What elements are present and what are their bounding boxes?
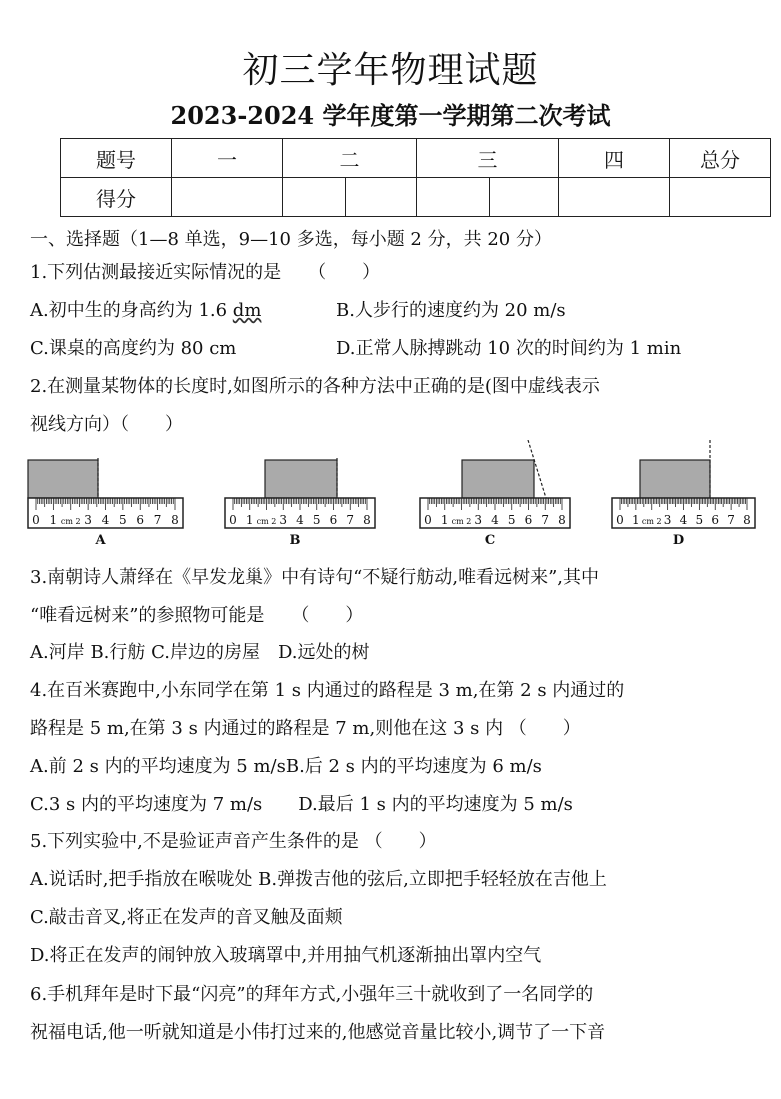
ruler-number: 3 <box>84 513 92 527</box>
question-3-options: A.河岸 B.行舫 C.岸边的房屋 D.远处的树 <box>30 642 370 663</box>
score-header-cell: 三 <box>417 139 559 178</box>
score-header-cell: 二 <box>283 139 417 178</box>
ruler-number: 6 <box>136 513 145 527</box>
measured-block <box>640 460 710 498</box>
ruler-number: 8 <box>558 513 566 527</box>
measured-block <box>265 460 337 498</box>
ruler-number: 0 <box>616 513 624 527</box>
score-header-cell: 题号 <box>61 139 172 178</box>
ruler-number: 3 <box>474 513 483 527</box>
question-1-option-c: C.课桌的高度约为 80 cm <box>30 338 237 359</box>
ruler-number: 6 <box>329 513 338 527</box>
score-input-cell[interactable] <box>559 178 670 217</box>
ruler-figure <box>0 440 781 548</box>
section-heading: 一、选择题（1—8 单选，9—10 多选，每小题 2 分，共 20 分） <box>30 229 552 250</box>
question-6-stem-cont: 祝福电话,他一听就知道是小伟打过来的,他感觉音量比较小,调节了一下音 <box>30 1022 606 1043</box>
question-1-option-d: D.正常人脉搏跳动 10 次的时间约为 1 min <box>336 338 682 359</box>
score-table-score-row <box>61 178 771 217</box>
ruler-number: cm 2 <box>256 517 277 526</box>
ruler-number: 7 <box>541 513 550 527</box>
ruler-number: 5 <box>695 513 704 527</box>
question-4-stem: 4.在百米赛跑中,小东同学在第 1 s 内通过的路程是 3 m,在第 2 s 内通过的 <box>30 680 625 701</box>
ruler-number: 8 <box>363 513 371 527</box>
question-6-stem: 6.手机拜年是时下最“闪亮”的拜年方式,小强年三十就收到了一名同学的 <box>30 984 594 1005</box>
ruler-number: 7 <box>153 513 162 527</box>
score-table-header-row <box>61 139 771 178</box>
question-1-option-a <box>30 296 261 322</box>
ruler-number: 1 <box>49 513 58 527</box>
question-2-stem-cont: 视线方向）（ ） <box>30 414 183 435</box>
question-3-stem-cont: “唯看远树来”的参照物可能是 （ ） <box>30 605 364 626</box>
question-4-options-ab: A.前 2 s 内的平均速度为 5 m/sB.后 2 s 内的平均速度为 6 m/s <box>30 756 542 777</box>
ruler-number: 4 <box>491 513 499 527</box>
ruler-number: 4 <box>679 513 688 527</box>
measured-block <box>462 460 534 498</box>
panel-label: C <box>484 533 496 548</box>
ruler-number: 5 <box>119 513 127 527</box>
score-input-cell[interactable] <box>670 178 771 217</box>
option-text: A.初中生的身高约为 1.6 <box>30 300 233 321</box>
question-5-option-c: C.敲击音叉,将正在发声的音叉触及面颊 <box>30 907 343 928</box>
score-label-cell: 得分 <box>61 178 172 217</box>
measured-block <box>28 460 98 498</box>
panel-label: B <box>289 533 301 548</box>
score-input-cell[interactable] <box>283 178 346 217</box>
ruler-number: 7 <box>346 513 355 527</box>
question-5-stem: 5.下列实验中,不是验证声音产生条件的是 （ ） <box>30 831 437 852</box>
score-header-cell: 一 <box>172 139 283 178</box>
ruler-number: cm 2 <box>451 517 472 526</box>
score-input-cell[interactable] <box>490 178 559 217</box>
ruler-number: 8 <box>743 513 751 527</box>
ruler-number: 6 <box>524 513 533 527</box>
question-1-option-b: B.人步行的速度约为 20 m/s <box>336 300 566 321</box>
ruler-number: 1 <box>245 513 254 527</box>
ruler-number: 8 <box>171 513 179 527</box>
ruler-number: cm 2 <box>60 517 81 526</box>
question-4-stem-cont: 路程是 5 m,在第 3 s 内通过的路程是 7 m,则他在这 3 s 内 （ ） <box>30 718 581 739</box>
ruler-number: 3 <box>663 513 672 527</box>
panel-label: D <box>672 533 685 548</box>
ruler-number: 0 <box>424 513 432 527</box>
question-2-stem: 2.在测量某物体的长度时,如图所示的各种方法中正确的是(图中虚线表示 <box>30 376 600 397</box>
ruler-number: 4 <box>296 513 304 527</box>
panel-label: A <box>95 533 106 548</box>
score-input-cell[interactable] <box>346 178 417 217</box>
ruler-number: 5 <box>312 513 321 527</box>
ruler-number: 7 <box>727 513 735 527</box>
score-input-cell[interactable] <box>172 178 283 217</box>
question-4-options-cd: C.3 s 内的平均速度为 7 m/s D.最后 1 s 内的平均速度为 5 m/s <box>30 794 573 815</box>
ruler-number: 3 <box>279 513 288 527</box>
score-input-cell[interactable] <box>417 178 490 217</box>
question-5-option-d: D.将正在发声的闹钟放入玻璃罩中,并用抽气机逐渐抽出罩内空气 <box>30 945 542 966</box>
exam-subtitle: 2023-2024 学年度第一学期第二次考试 <box>170 101 611 130</box>
ruler-number: 0 <box>229 513 237 527</box>
ruler-number: cm 2 <box>641 517 662 526</box>
question-5-options-ab: A.说话时,把手指放在喉咙处 B.弹拨吉他的弦后,立即把手轻轻放在吉他上 <box>30 869 607 890</box>
ruler-number: 1 <box>632 513 640 527</box>
ruler-number: 6 <box>711 513 720 527</box>
question-1-stem: 1.下列估测最接近实际情况的是 （ ） <box>30 262 381 283</box>
score-table <box>60 138 771 217</box>
ruler-number: 4 <box>101 513 110 527</box>
score-header-cell: 总分 <box>670 139 771 178</box>
ruler-number: 0 <box>32 513 40 527</box>
score-header-cell: 四 <box>559 139 670 178</box>
ruler-number: 5 <box>507 513 516 527</box>
exam-title: 初三学年物理试题 <box>242 50 539 91</box>
option-unit: dm <box>232 300 262 321</box>
question-3-stem: 3.南朝诗人萧绎在《早发龙巢》中有诗句“不疑行舫动,唯看远树来”,其中 <box>30 567 600 588</box>
ruler-number: 1 <box>440 513 449 527</box>
